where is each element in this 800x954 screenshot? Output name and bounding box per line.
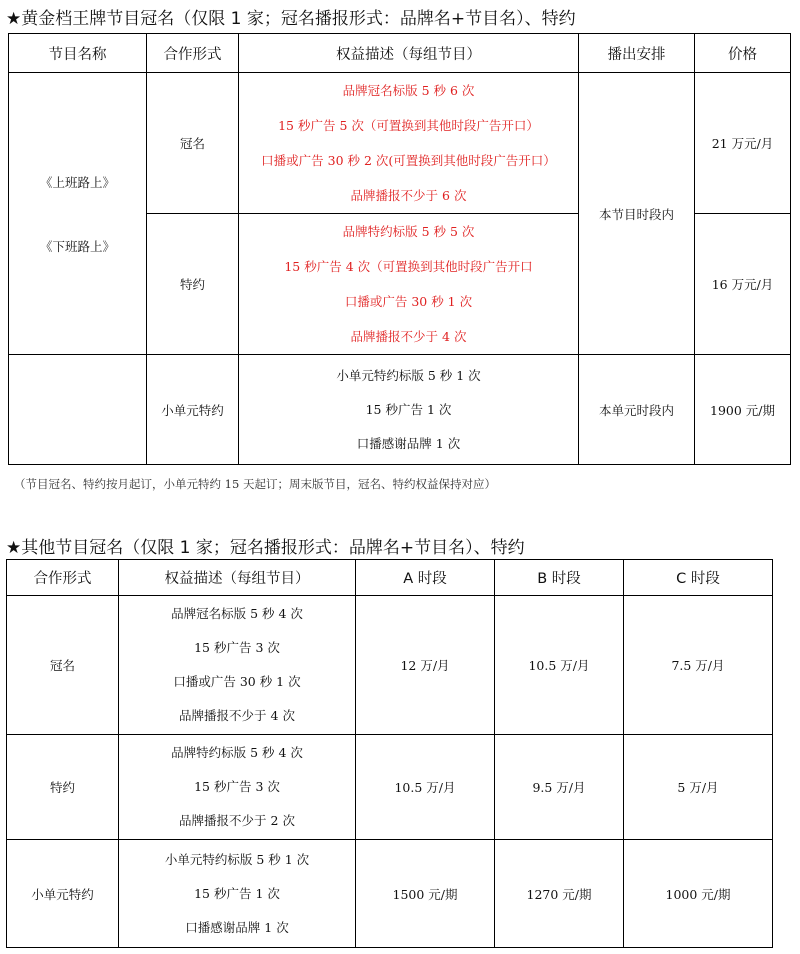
program-name: 《下班路上》 [39,238,115,254]
price-b-cell: 9.5 万/月 [495,735,624,840]
benefit-line: 品牌冠名标版 5 秒 6 次 [342,83,475,98]
benefit-line: 口播感谢品牌 1 次 [356,435,461,451]
table-row [7,735,773,840]
table-row [9,73,791,214]
benefit-line: 口播感谢品牌 1 次 [185,919,289,935]
table-row [7,840,773,948]
golden-slot-table [8,33,791,465]
benefit-line: 品牌播报不少于 2 次 [179,813,295,828]
benefits-cell [119,840,356,948]
table1-heading: ★黄金档王牌节目冠名（仅限 1 家；冠名播报形式：品牌名+节目名）、特约 [6,9,576,29]
program-name: 《上班路上》 [39,174,115,190]
benefit-line: 品牌特约标版 5 秒 4 次 [171,745,303,760]
header-benefits: 权益描述（每组节目） [119,560,356,596]
header-price: 价格 [695,34,791,73]
header-cooperation-form: 合作形式 [147,34,239,73]
form-cell: 冠名 [147,73,239,214]
price-c-cell: 7.5 万/月 [624,596,773,735]
form-cell: 小单元特约 [147,355,239,465]
price-c-cell: 1000 元/期 [624,840,773,948]
table-row [9,355,791,465]
benefit-line: 15 秒广告 4 次（可置换到其他时段广告开口 [284,259,533,274]
table1-header-row [9,34,791,73]
benefits-cell [119,735,356,840]
header-slot-b: B 时段 [495,560,624,596]
header-schedule: 播出安排 [579,34,695,73]
benefit-line: 品牌播报不少于 4 次 [350,329,467,344]
price-b-cell: 10.5 万/月 [495,596,624,735]
program-empty-cell [9,355,147,465]
program-names-cell [9,73,147,355]
table-row [7,596,773,735]
schedule-cell: 本节目时段内 [579,73,695,355]
form-cell: 小单元特约 [7,840,119,948]
benefit-line: 15 秒广告 5 次（可置换到其他时段广告开口） [278,118,539,133]
other-programs-table [6,559,773,948]
table2-heading: ★其他节目冠名（仅限 1 家；冠名播报形式：品牌名+节目名）、特约 [6,538,525,558]
header-slot-c: C 时段 [624,560,773,596]
benefit-line: 口播或广告 30 秒 1 次 [344,294,473,309]
benefit-line: 品牌冠名标版 5 秒 4 次 [171,606,303,621]
price-a-cell: 12 万/月 [356,596,495,735]
price-cell: 21 万元/月 [695,73,791,214]
header-slot-a: A 时段 [356,560,495,596]
benefit-line: 品牌特约标版 5 秒 5 次 [342,224,475,239]
benefits-cell [239,73,579,214]
price-cell: 1900 元/期 [695,355,791,465]
form-cell: 冠名 [7,596,119,735]
header-cooperation-form: 合作形式 [7,560,119,596]
benefit-line: 品牌播报不少于 6 次 [350,188,467,203]
benefit-line: 小单元特约标版 5 秒 1 次 [164,851,310,867]
header-benefits: 权益描述（每组节目） [239,34,579,73]
price-c-cell: 5 万/月 [624,735,773,840]
benefit-line: 15 秒广告 1 次 [194,885,280,901]
form-cell: 特约 [147,214,239,355]
benefit-line: 口播或广告 30 秒 1 次 [173,674,301,689]
benefits-cell [119,596,356,735]
benefit-line: 口播或广告 30 秒 2 次(可置换到其他时段广告开口） [261,153,556,168]
benefit-line: 15 秒广告 1 次 [365,401,452,417]
benefits-cell [239,355,579,465]
benefit-line: 15 秒广告 3 次 [194,640,280,655]
header-program-name: 节目名称 [9,34,147,73]
schedule-cell: 本单元时段内 [579,355,695,465]
form-cell: 特约 [7,735,119,840]
benefit-line: 15 秒广告 3 次 [194,779,280,794]
price-a-cell: 1500 元/期 [356,840,495,948]
table1-note: （节目冠名、特约按月起订，小单元特约 15 天起订；周末版节目，冠名、特约权益保持对应） [14,477,496,491]
benefit-line: 小单元特约标版 5 秒 1 次 [336,367,481,383]
price-cell: 16 万元/月 [695,214,791,355]
price-a-cell: 10.5 万/月 [356,735,495,840]
table2-header-row [7,560,773,596]
price-b-cell: 1270 元/期 [495,840,624,948]
benefits-cell [239,214,579,355]
benefit-line: 品牌播报不少于 4 次 [179,708,295,723]
